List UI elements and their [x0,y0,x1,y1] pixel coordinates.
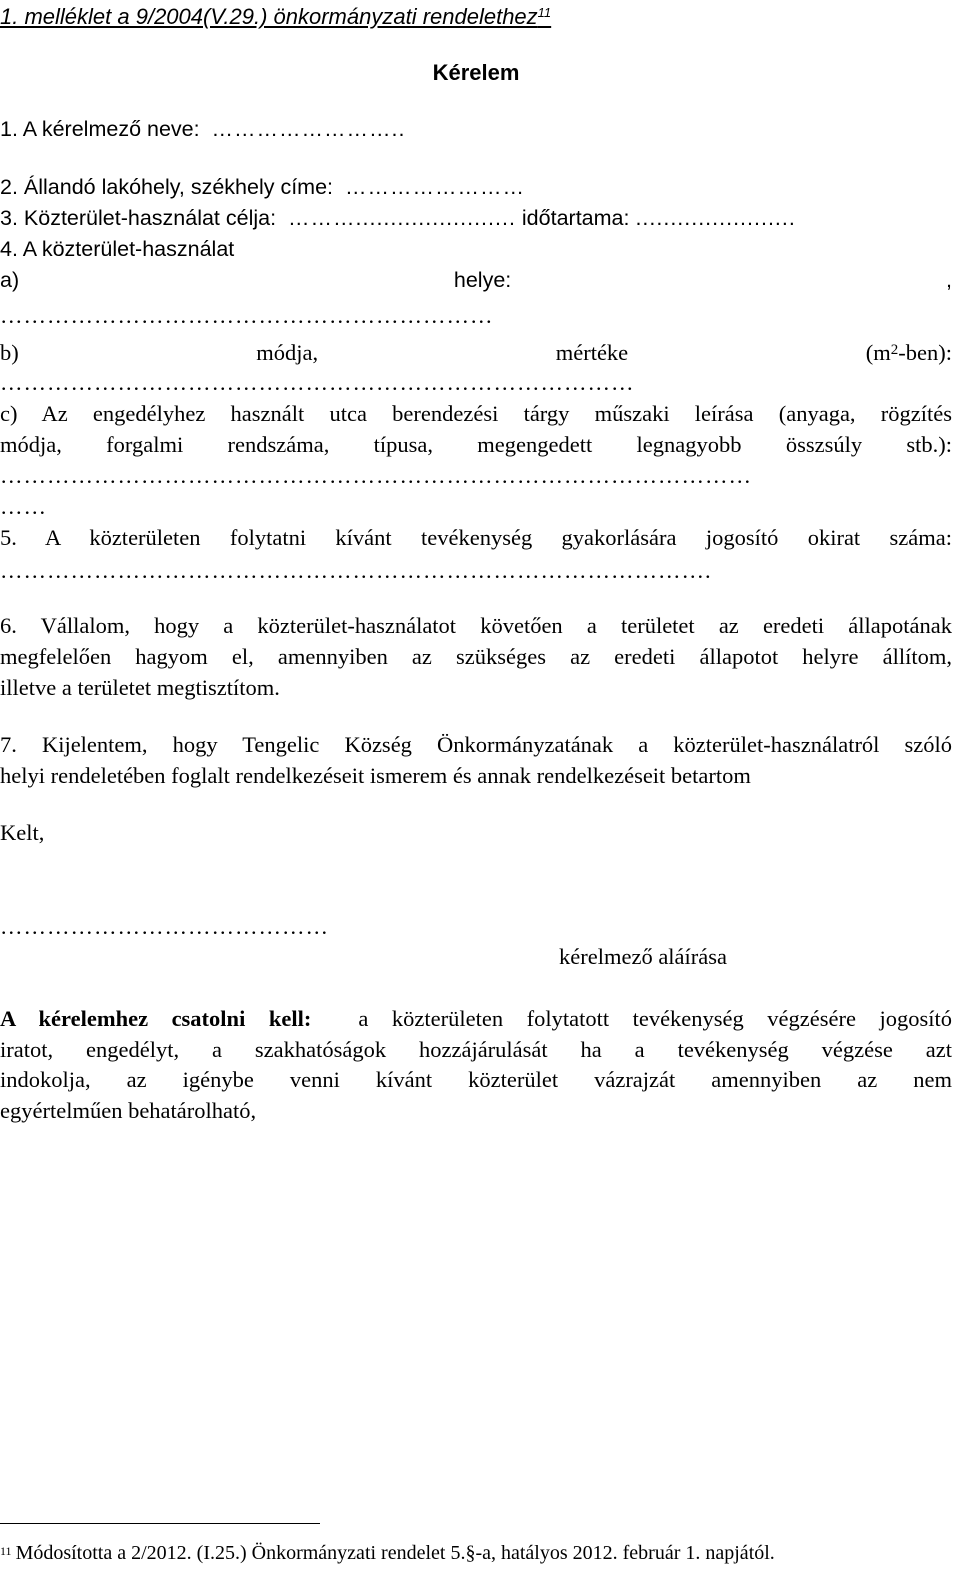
attachments-line4: egyértelműen behatárolható, [0,1098,257,1123]
field-applicant-name: 1. A kérelmező neve: …………………….. [0,117,406,141]
attachments-line1: A kérelemhez csatolni kell: a közterületen folytatott tevékenység végzésére jogosító [0,1006,953,1031]
field-usage-heading: 4. A közterület-használat [0,237,235,261]
declaration-line2: helyi rendeletében foglalt rendelkezéseit ismerem és annak rendelkezéseit betartom [0,763,751,788]
field-usage-location: a) helye: , [0,268,952,292]
attachments-heading: A kérelemhez csatolni kell: [0,1006,312,1031]
form-title: Kérelem [432,60,520,85]
field-equipment-line1: c) Az engedélyhez használt utca berendezési tárgy műszaki leírása (anyaga, rögzítés [0,401,952,426]
footnote-text: Módosította a 2/2012. (I.25.) Önkormányzati rendelet 5.§-a, hatályos 2012. február 1. napjától. [15,1542,775,1564]
permit-number-blank: ………………………………………………………………………………. [0,558,712,583]
annex-header: 1. melléklet a 9/2004(V.29.) önkormányzati rendelethez$^{11}$ [0,4,552,29]
footnote-number: 11 [0,1544,12,1558]
footnote-divider [0,1523,320,1524]
footnote [0,1540,775,1566]
field-address: 2. Állandó lakóhely, székhely címe: …………………… [0,175,525,199]
address-blank: …………………… [344,175,525,199]
footnote-ref: 11 [537,5,552,20]
declaration-line1: 7. Kijelentem, hogy Tengelic Község Önkormányzatának a közterület-használatról szóló [0,732,952,757]
purpose-blank: ………....................... [288,206,516,230]
attachments-line2: iratot, engedélyt, a szakhatóságok hozzájárulását ha a tevékenység végzése azt [0,1037,952,1062]
equipment-blank-1: …………………………………………………………………………………… [0,463,752,488]
commitment-line2: megfelelően hagyom el, amennyiben az szükséges az eredeti állapotot helyre állítom, [0,644,952,669]
field-purpose: 3. Közterület-használat célja: ………....................... időtartama: ....................... [0,206,796,230]
equipment-blank-2: …… [0,494,47,519]
signature-label: kérelmező aláírása [559,944,728,969]
applicant-name-blank: …………………….. [211,117,406,141]
signature-blank: …………………………………… [0,914,329,939]
attachments-line3: indokolja, az igénybe venni kívánt közterület vázrajzát amennyiben az nem [0,1067,952,1092]
duration-blank: ....................... [635,206,796,230]
usage-location-blank: ……………………………………………………… [0,303,494,328]
field-equipment-line2: módja, forgalmi rendszáma, típusa, megengedett legnagyobb összsúly stb.): [0,432,952,457]
commitment-line3: illetve a területet megtisztítom. [0,675,280,700]
field-usage-method: b) módja, mértéke $(m^2-ben)$: [0,340,952,365]
usage-method-blank: ……………………………………………………………………… [0,370,635,395]
dated-label: Kelt, [0,820,45,845]
field-permit-number: 5. A közterületen folytatni kívánt tevékenység gyakorlására jogosító okirat száma: [0,525,952,550]
commitment-line1: 6. Vállalom, hogy a közterület-használatot követően a területet az eredeti állapotának [0,613,952,638]
